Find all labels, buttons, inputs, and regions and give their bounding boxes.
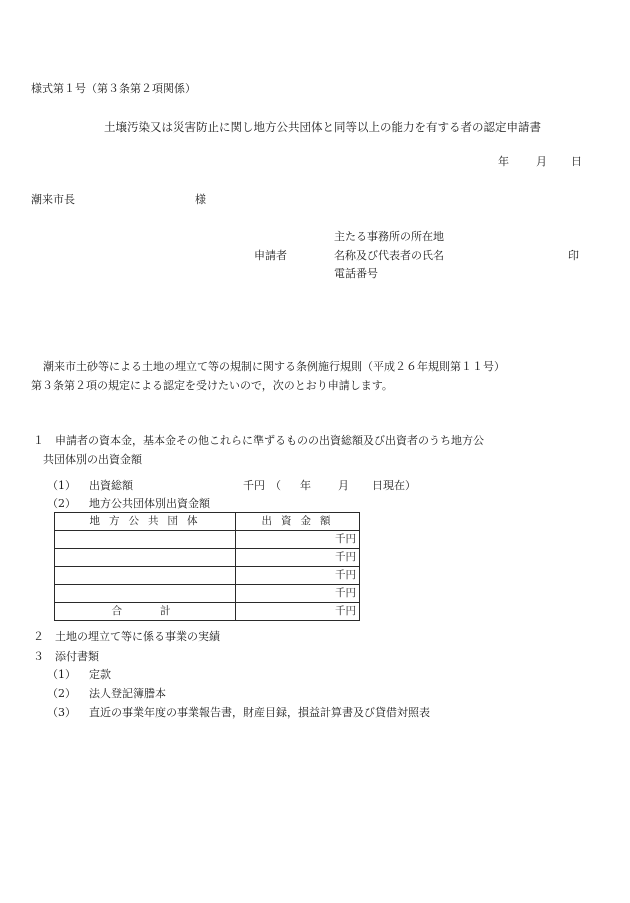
sub1-label: 出資総額	[89, 479, 133, 492]
table-total-label: 合計	[55, 603, 236, 621]
attachment-number: （2）	[47, 687, 76, 700]
table-cell-entity	[55, 567, 236, 585]
addressee-name: 潮来市長	[31, 193, 75, 206]
table-header-amount: 出資金額	[236, 513, 360, 531]
form-number: 様式第１号（第３条第２項関係）	[31, 82, 196, 95]
table-cell-amount: 千円	[236, 567, 360, 585]
item1-heading-line2: 共団体別の出資金額	[43, 453, 142, 466]
sub1-month: 月	[338, 479, 349, 492]
table-total-row	[55, 603, 360, 621]
document-title: 土壌汚染又は災害防止に関し地方公共団体と同等以上の能力を有する者の認定申請書	[104, 120, 541, 134]
date-month: 月	[536, 155, 547, 168]
addressee-honorific: 様	[195, 193, 206, 206]
attachment-label: 法人登記簿謄本	[89, 687, 166, 700]
sub1-as-of: 日現在）	[372, 479, 416, 492]
attachment-label: 直近の事業年度の事業報告書，財産目録，損益計算書及び貸借対照表	[89, 706, 430, 719]
table-cell-amount: 千円	[236, 549, 360, 567]
table-cell-entity	[55, 531, 236, 549]
sub1-year: 年	[300, 479, 311, 492]
item2-heading: ２ 土地の埋立て等に係る事業の実績	[33, 630, 220, 643]
table-cell-entity	[55, 549, 236, 567]
sub1-number: （1）	[47, 479, 76, 492]
table-cell-amount: 千円	[236, 585, 360, 603]
table-cell-amount: 千円	[236, 531, 360, 549]
sub2-number: （2）	[47, 497, 76, 510]
body-text-line2: 第３条第２項の規定による認定を受けたいので，次のとおり申請します。	[31, 379, 393, 392]
table-row	[55, 585, 360, 603]
table-cell-entity	[55, 585, 236, 603]
attachment-number: （3）	[47, 706, 76, 719]
date-year: 年	[498, 155, 509, 168]
attachment-number: （1）	[47, 668, 76, 681]
date-day: 日	[571, 155, 582, 168]
sub1-unit: 千円	[243, 479, 265, 492]
table-row	[55, 567, 360, 585]
attachment-label: 定款	[89, 668, 111, 681]
table-row	[55, 549, 360, 567]
seal-mark: 印	[568, 249, 579, 262]
item3-heading: ３ 添付書類	[33, 650, 99, 663]
applicant-field-name: 名称及び代表者の氏名	[334, 249, 444, 262]
item1-heading-line1: １ 申請者の資本金，基本金その他これらに準ずるものの出資総額及び出資者のうち地方公	[33, 434, 484, 447]
table-row	[55, 531, 360, 549]
sub1-paren: （	[270, 479, 281, 492]
table-total-amount: 千円	[236, 603, 360, 621]
body-text-line1: 潮来市土砂等による土地の埋立て等の規制に関する条例施行規則（平成２６年規則第１１号）	[43, 360, 505, 373]
applicant-field-phone: 電話番号	[334, 267, 378, 280]
applicant-field-address: 主たる事務所の所在地	[334, 230, 444, 243]
sub2-label: 地方公共団体別出資金額	[89, 497, 210, 510]
table-header-entity: 地方公共団体	[55, 513, 236, 531]
investment-table	[54, 512, 360, 621]
table-header-row	[55, 513, 360, 531]
applicant-label: 申請者	[254, 249, 287, 262]
